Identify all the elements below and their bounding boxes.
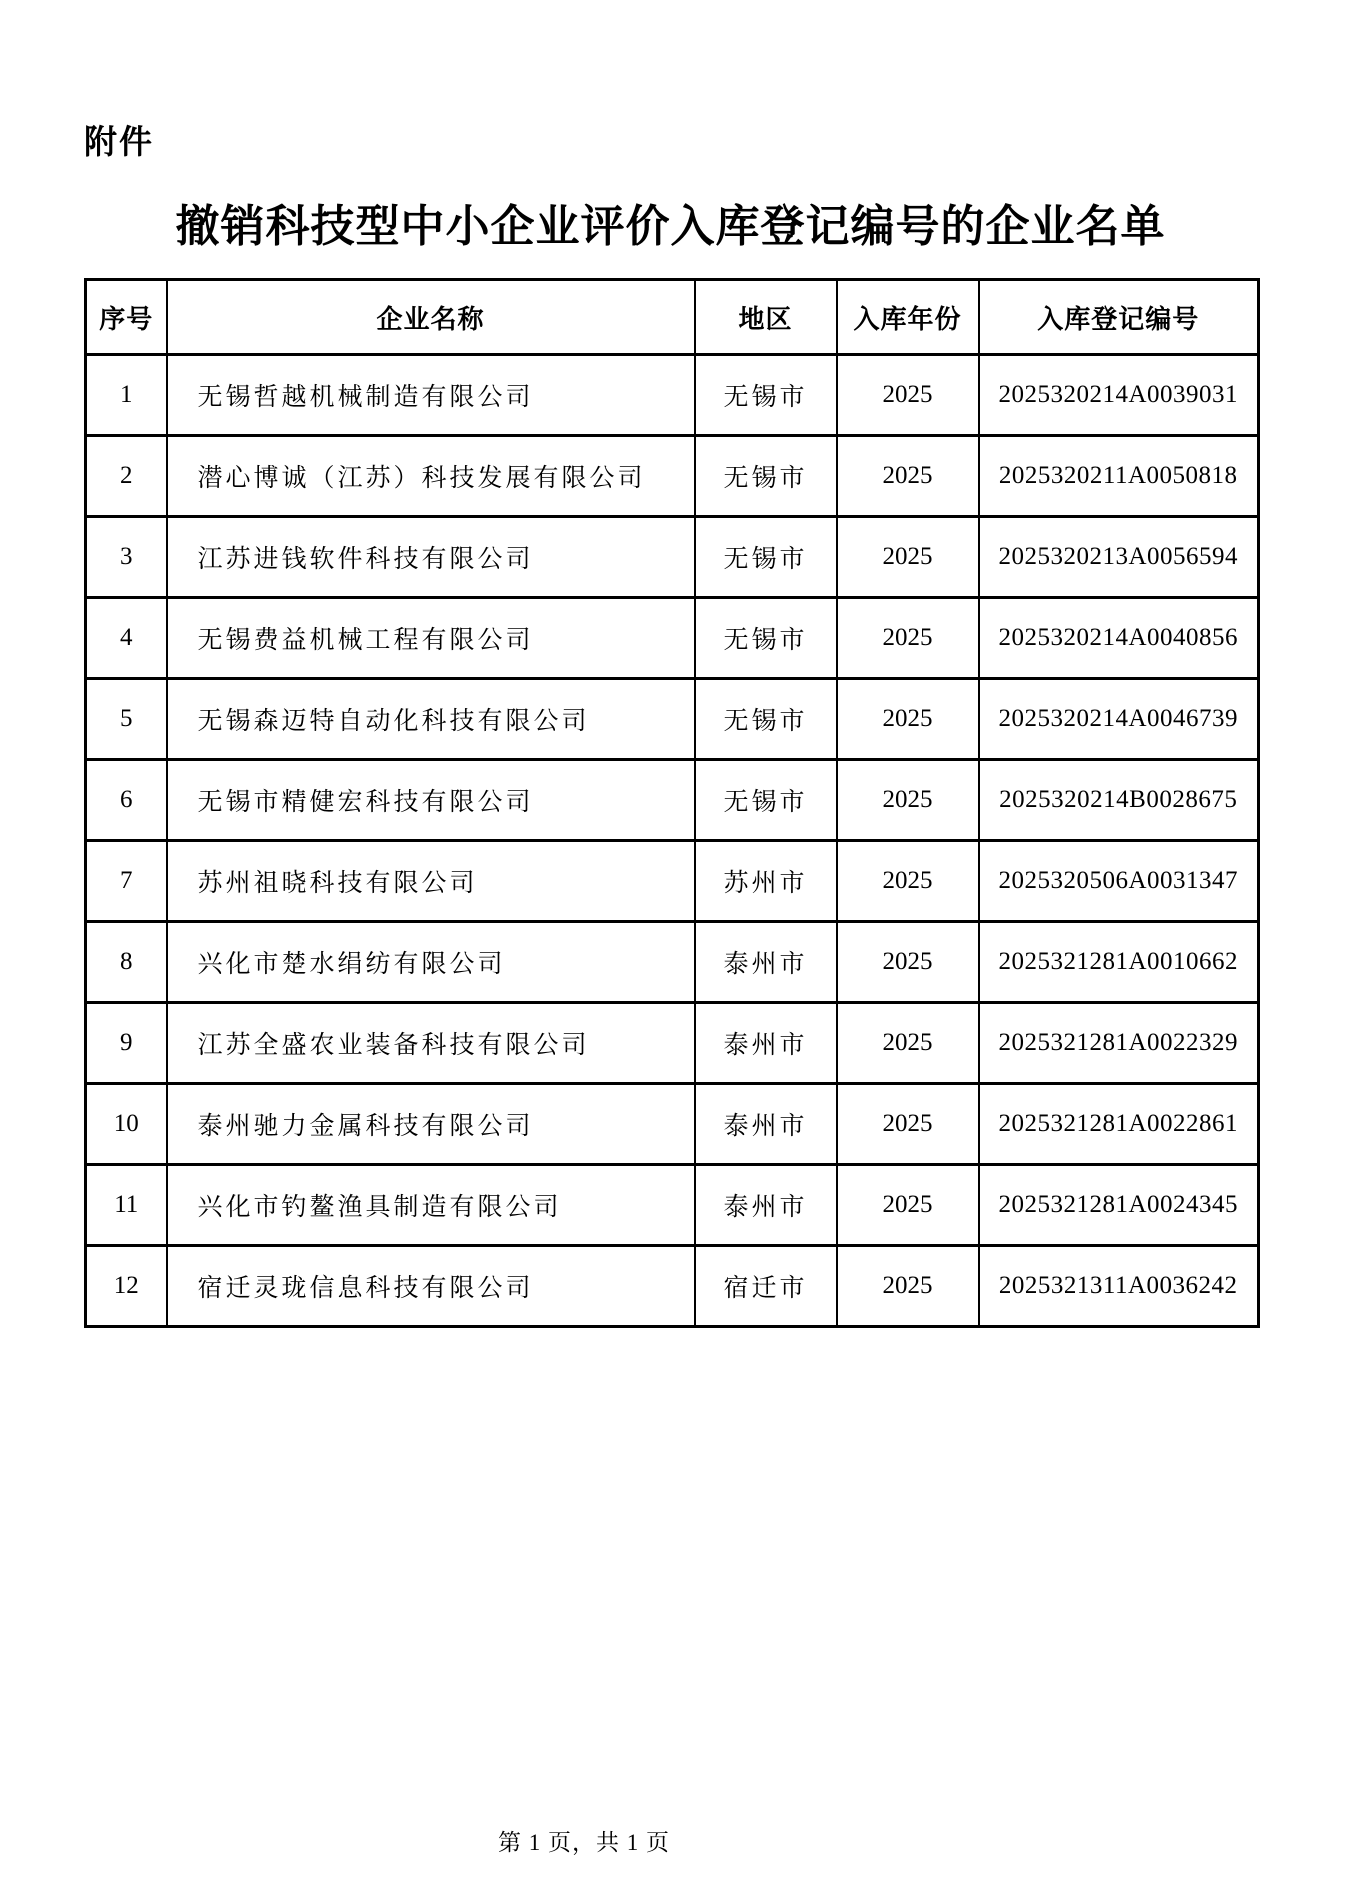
year-cell: 2025 xyxy=(837,922,979,1003)
region-cell: 无锡市 xyxy=(695,436,837,517)
company-name-cell: 苏州祖晓科技有限公司 xyxy=(167,841,695,922)
table-row xyxy=(86,517,1259,598)
registration-number-cell: 2025320214A0046739 xyxy=(979,679,1259,760)
year-cell: 2025 xyxy=(837,841,979,922)
serial-number-cell: 7 xyxy=(86,841,167,922)
registration-number-cell: 2025320214A0039031 xyxy=(979,355,1259,436)
company-name-cell: 泰州驰力金属科技有限公司 xyxy=(167,1084,695,1165)
header-registration-number: 入库登记编号 xyxy=(979,280,1259,355)
serial-number-cell: 9 xyxy=(86,1003,167,1084)
table-row xyxy=(86,1003,1259,1084)
serial-number-cell: 10 xyxy=(86,1084,167,1165)
table-row xyxy=(86,355,1259,436)
table-row xyxy=(86,922,1259,1003)
year-cell: 2025 xyxy=(837,1003,979,1084)
serial-number-cell: 4 xyxy=(86,598,167,679)
registration-number-cell: 2025320213A0056594 xyxy=(979,517,1259,598)
year-cell: 2025 xyxy=(837,436,979,517)
registration-number-cell: 2025320214A0040856 xyxy=(979,598,1259,679)
region-cell: 宿迁市 xyxy=(695,1246,837,1327)
company-name-cell: 兴化市钓鳌渔具制造有限公司 xyxy=(167,1165,695,1246)
attachment-label: 附件 xyxy=(84,123,154,160)
serial-number-cell: 11 xyxy=(86,1165,167,1246)
header-serial-number: 序号 xyxy=(86,280,167,355)
year-cell: 2025 xyxy=(837,1246,979,1327)
registration-number-cell: 2025321281A0022861 xyxy=(979,1084,1259,1165)
company-table xyxy=(84,278,1260,1328)
table-row xyxy=(86,841,1259,922)
year-cell: 2025 xyxy=(837,598,979,679)
registration-number-cell: 2025321281A0010662 xyxy=(979,922,1259,1003)
company-name-cell: 江苏进钱软件科技有限公司 xyxy=(167,517,695,598)
year-cell: 2025 xyxy=(837,1084,979,1165)
region-cell: 苏州市 xyxy=(695,841,837,922)
registration-number-cell: 2025320211A0050818 xyxy=(979,436,1259,517)
table-row xyxy=(86,679,1259,760)
table-row xyxy=(86,760,1259,841)
serial-number-cell: 1 xyxy=(86,355,167,436)
registration-number-cell: 2025321281A0024345 xyxy=(979,1165,1259,1246)
year-cell: 2025 xyxy=(837,760,979,841)
serial-number-cell: 3 xyxy=(86,517,167,598)
serial-number-cell: 8 xyxy=(86,922,167,1003)
header-company-name: 企业名称 xyxy=(167,280,695,355)
year-cell: 2025 xyxy=(837,517,979,598)
serial-number-cell: 12 xyxy=(86,1246,167,1327)
table-row xyxy=(86,598,1259,679)
serial-number-cell: 5 xyxy=(86,679,167,760)
page-footer: 第 1 页，共 1 页 xyxy=(498,1830,670,1855)
header-region: 地区 xyxy=(695,280,837,355)
header-registration-year: 入库年份 xyxy=(837,280,979,355)
table-body xyxy=(86,355,1259,1327)
serial-number-cell: 2 xyxy=(86,436,167,517)
serial-number-cell: 6 xyxy=(86,760,167,841)
company-name-cell: 江苏全盛农业装备科技有限公司 xyxy=(167,1003,695,1084)
region-cell: 无锡市 xyxy=(695,598,837,679)
table-row xyxy=(86,1084,1259,1165)
registration-number-cell: 2025321281A0022329 xyxy=(979,1003,1259,1084)
company-name-cell: 兴化市楚水绢纺有限公司 xyxy=(167,922,695,1003)
registration-number-cell: 2025320506A0031347 xyxy=(979,841,1259,922)
company-name-cell: 无锡市精健宏科技有限公司 xyxy=(167,760,695,841)
company-name-cell: 宿迁灵珑信息科技有限公司 xyxy=(167,1246,695,1327)
company-name-cell: 无锡费益机械工程有限公司 xyxy=(167,598,695,679)
year-cell: 2025 xyxy=(837,679,979,760)
region-cell: 无锡市 xyxy=(695,679,837,760)
company-name-cell: 无锡森迈特自动化科技有限公司 xyxy=(167,679,695,760)
region-cell: 无锡市 xyxy=(695,355,837,436)
region-cell: 无锡市 xyxy=(695,760,837,841)
region-cell: 无锡市 xyxy=(695,517,837,598)
region-cell: 泰州市 xyxy=(695,1084,837,1165)
year-cell: 2025 xyxy=(837,355,979,436)
registration-number-cell: 2025320214B0028675 xyxy=(979,760,1259,841)
company-name-cell: 无锡哲越机械制造有限公司 xyxy=(167,355,695,436)
company-name-cell: 潜心博诚（江苏）科技发展有限公司 xyxy=(167,436,695,517)
table-row xyxy=(86,436,1259,517)
region-cell: 泰州市 xyxy=(695,1165,837,1246)
table-row xyxy=(86,1165,1259,1246)
registration-number-cell: 2025321311A0036242 xyxy=(979,1246,1259,1327)
year-cell: 2025 xyxy=(837,1165,979,1246)
table-row xyxy=(86,1246,1259,1327)
table-header-row xyxy=(86,280,1259,355)
region-cell: 泰州市 xyxy=(695,1003,837,1084)
page-title: 撤销科技型中小企业评价入库登记编号的企业名单 xyxy=(175,202,1166,251)
region-cell: 泰州市 xyxy=(695,922,837,1003)
